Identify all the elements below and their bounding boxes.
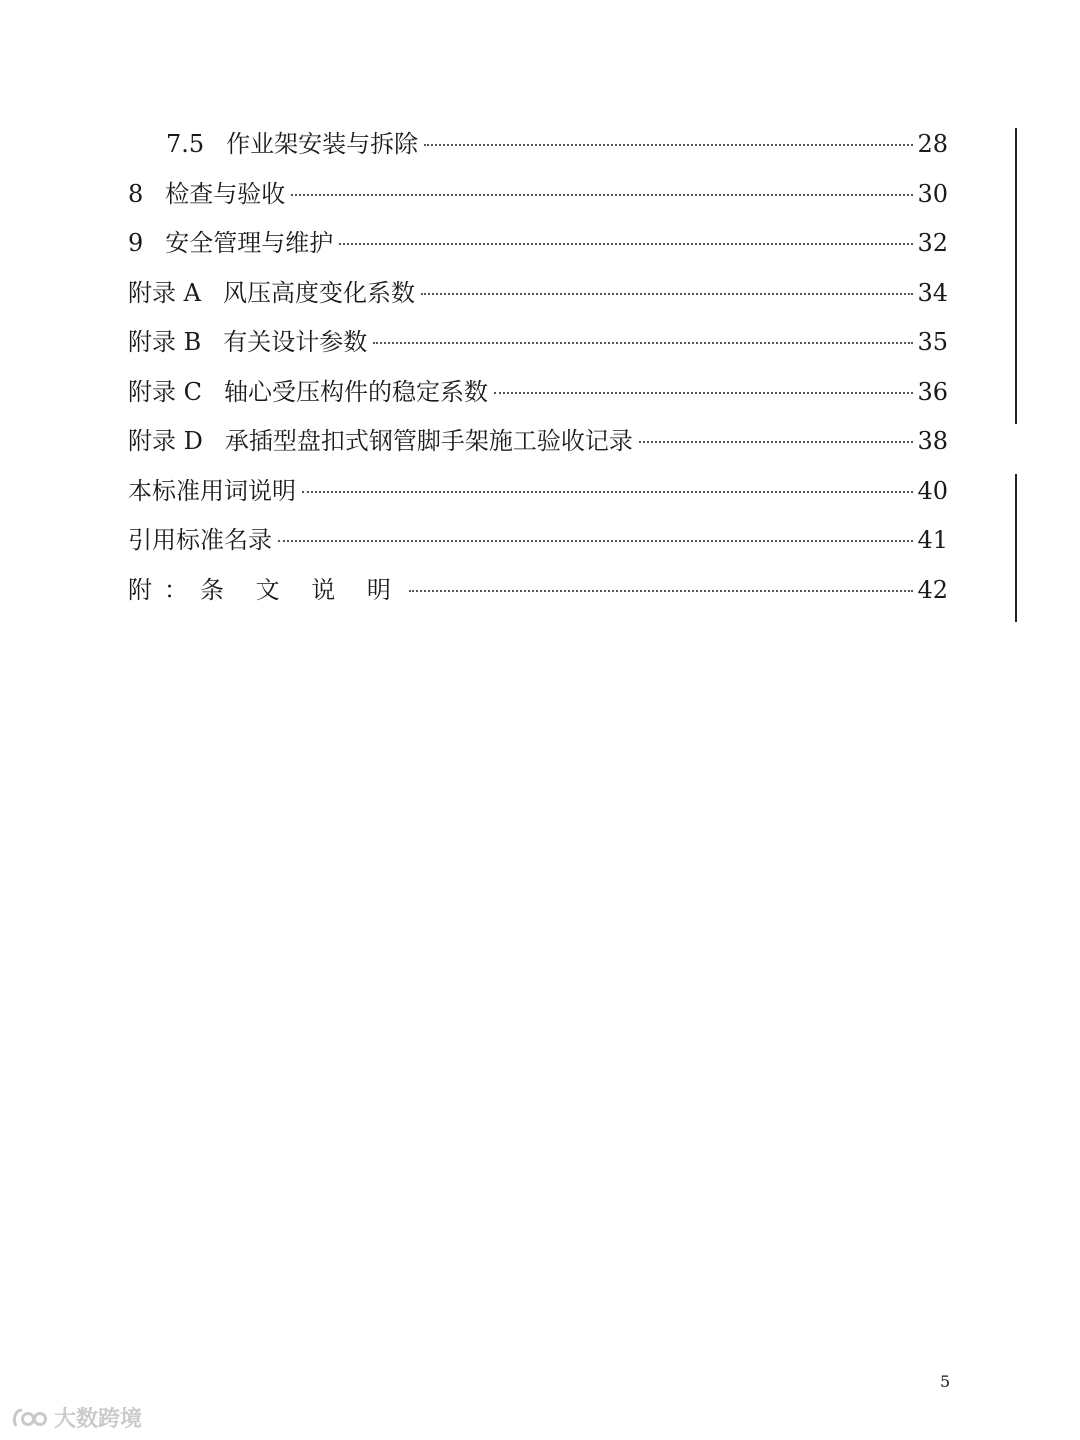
toc-entry-page: 40 bbox=[917, 476, 948, 505]
toc-entry[interactable] bbox=[128, 417, 948, 467]
toc-entry-title: 作业架安装与拆除 bbox=[226, 130, 419, 158]
toc-entry-number: 附录 C bbox=[128, 377, 202, 406]
toc-entry-page: 28 bbox=[917, 130, 948, 158]
toc-entry[interactable] bbox=[128, 516, 948, 566]
watermark-text: 大数跨境 bbox=[54, 1407, 143, 1432]
toc-entry-page: 30 bbox=[917, 179, 948, 208]
toc-entry[interactable] bbox=[128, 269, 948, 319]
toc-entry-page: 36 bbox=[917, 377, 948, 406]
toc-entry-page: 32 bbox=[917, 229, 948, 257]
toc-entry-number: 附录 D bbox=[128, 427, 203, 455]
toc-entry-page: 41 bbox=[917, 526, 948, 554]
toc-leader-dots bbox=[421, 293, 913, 295]
toc-entry[interactable] bbox=[128, 219, 948, 269]
page-edge-bar bbox=[1015, 128, 1017, 424]
watermark bbox=[10, 1402, 142, 1433]
toc-entry[interactable] bbox=[128, 467, 948, 517]
toc-entry-title: 安全管理与维护 bbox=[165, 229, 334, 257]
toc-entry-title: 本标准用词说明 bbox=[128, 476, 296, 505]
toc-leader-dots bbox=[373, 342, 913, 344]
toc-entry-page: 38 bbox=[917, 427, 948, 455]
toc-leader-dots bbox=[278, 540, 913, 542]
table-of-contents bbox=[128, 120, 948, 615]
toc-entry-page: 35 bbox=[917, 328, 948, 356]
page-number: 5 bbox=[940, 1372, 951, 1391]
toc-entry-title: 风压高度变化系数 bbox=[222, 278, 415, 307]
toc-entry-number: 附录 B bbox=[128, 328, 202, 356]
toc-entry-number: 附录 A bbox=[128, 278, 201, 307]
toc-leader-dots bbox=[639, 441, 914, 443]
toc-entry-number: 8 bbox=[128, 179, 144, 208]
toc-entry-title: 检查与验收 bbox=[165, 179, 286, 208]
toc-entry[interactable] bbox=[128, 170, 948, 220]
toc-entry[interactable] bbox=[128, 318, 948, 368]
toc-leader-dots bbox=[302, 491, 913, 493]
toc-entry-title: 承插型盘扣式钢管脚手架施工验收记录 bbox=[224, 427, 633, 455]
toc-entry-title: 附：条 文 说 明 bbox=[128, 575, 403, 604]
toc-entry-number: 7.5 bbox=[166, 130, 205, 158]
toc-leader-dots bbox=[424, 144, 913, 146]
toc-entry[interactable] bbox=[128, 566, 948, 616]
toc-entry-page: 42 bbox=[917, 575, 948, 604]
page-edge-bar bbox=[1015, 474, 1017, 622]
toc-entry[interactable] bbox=[128, 368, 948, 418]
toc-leader-dots bbox=[409, 590, 914, 592]
toc-entry-number: 9 bbox=[128, 229, 144, 257]
toc-leader-dots bbox=[291, 194, 913, 196]
toc-entry-title: 引用标准名录 bbox=[128, 526, 272, 554]
toc-entry-page: 34 bbox=[917, 278, 948, 307]
brand-logo-icon bbox=[10, 1404, 48, 1432]
toc-entry[interactable] bbox=[128, 120, 948, 170]
toc-leader-dots bbox=[339, 243, 913, 245]
toc-leader-dots bbox=[494, 392, 913, 394]
toc-entry-title: 轴心受压构件的稳定系数 bbox=[224, 377, 488, 406]
toc-entry-title: 有关设计参数 bbox=[223, 328, 368, 356]
